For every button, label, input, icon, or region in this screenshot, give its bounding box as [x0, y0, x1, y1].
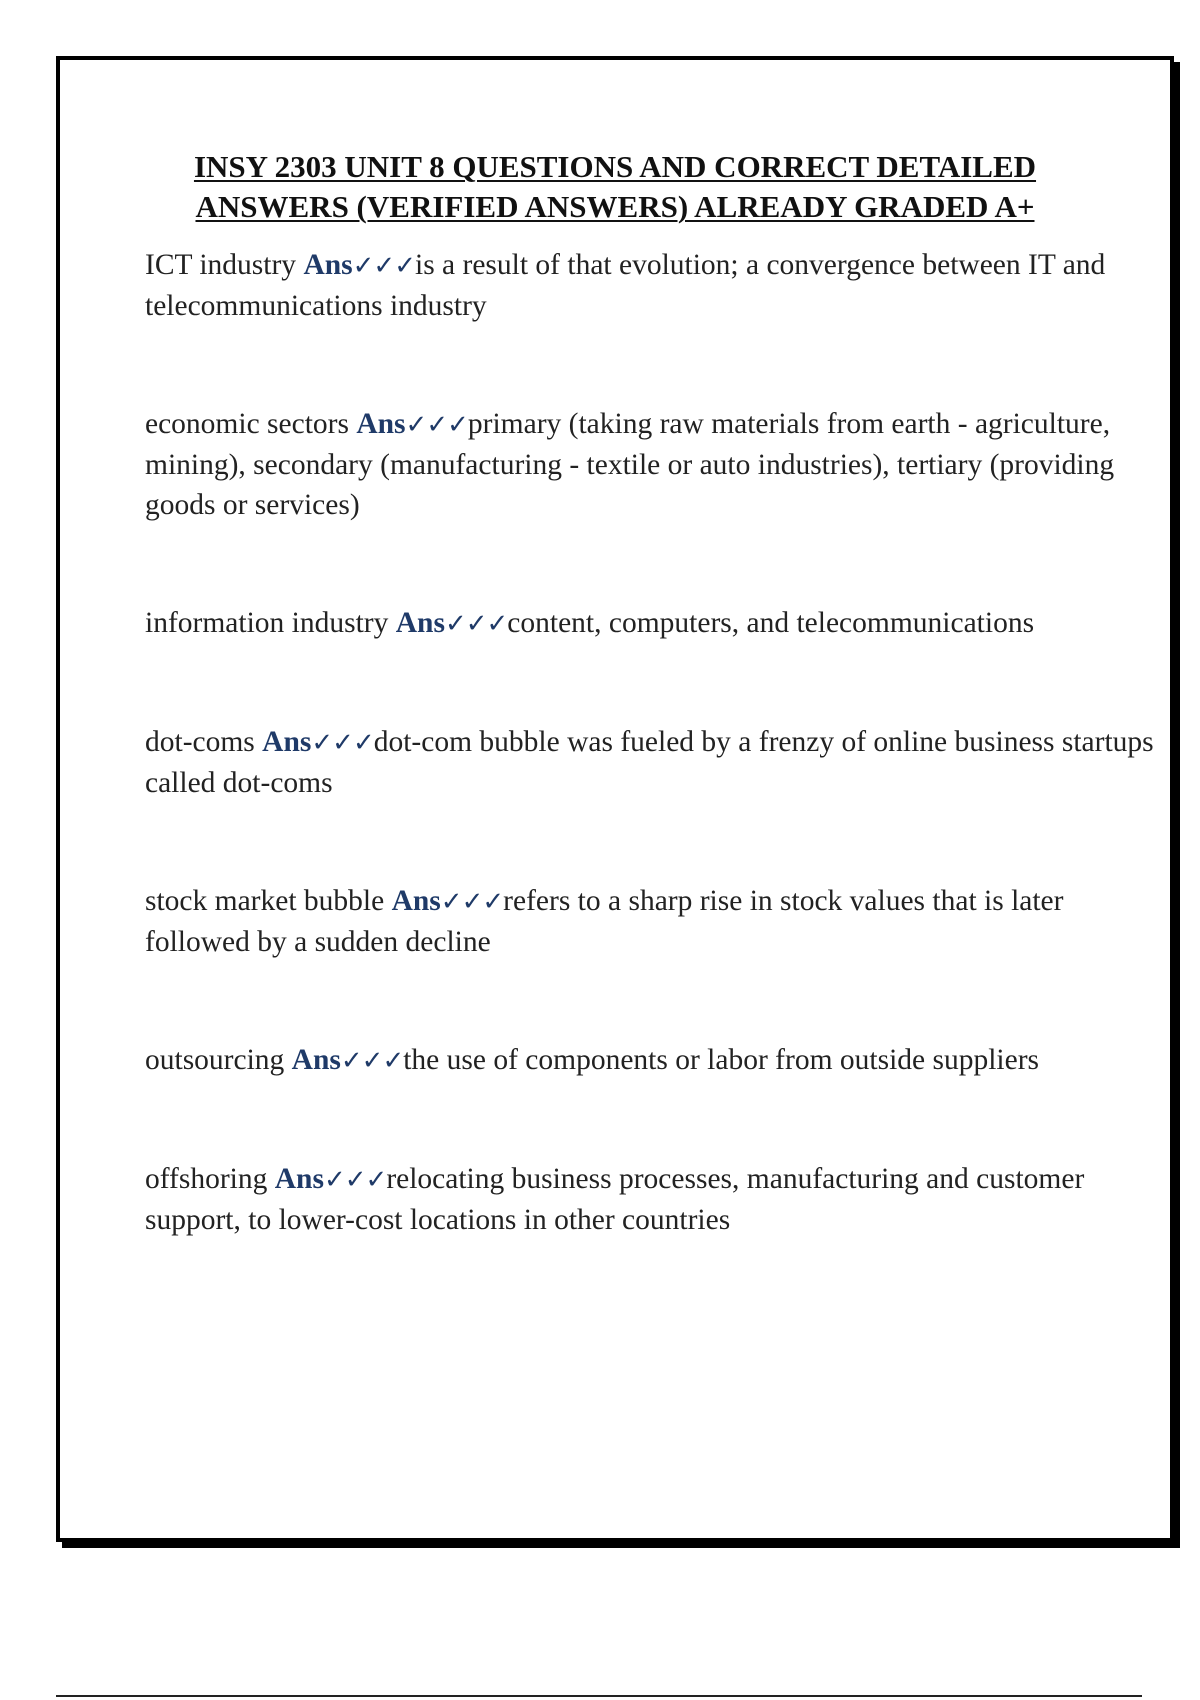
qa-entry	[145, 245, 1155, 326]
answer-marker: Ans	[395, 607, 445, 639]
answer-marker: Ans	[291, 1044, 341, 1076]
entry-answer: primary (taking raw materials from earth - agriculture, mining), secondary (manufacturing - textile or auto industries), tertiary (providing goods or services)	[145, 408, 1115, 521]
entry-answer: dot-com bubble was fueled by a frenzy of online business startups called dot-coms	[145, 726, 1154, 799]
check-marks-icon: ✓✓✓	[444, 609, 508, 639]
answer-marker: Ans	[303, 249, 353, 281]
qa-entry	[145, 722, 1155, 803]
entry-answer: content, computers, and telecommunications	[507, 607, 1035, 639]
title-line-2: ANSWERS (VERIFIED ANSWERS) ALREADY GRADED A+	[195, 189, 1035, 224]
entry-term: offshoring	[145, 1163, 268, 1195]
entry-term: dot-coms	[145, 726, 255, 758]
entry-term: economic sectors	[145, 408, 349, 440]
check-marks-icon: ✓✓✓	[323, 1165, 387, 1195]
entry-term: information industry	[145, 607, 389, 639]
answer-marker: Ans	[391, 885, 441, 917]
check-marks-icon: ✓✓✓	[311, 728, 374, 758]
qa-entry	[145, 1159, 1155, 1240]
title-line-1: INSY 2303 UNIT 8 QUESTIONS AND CORRECT DETAILED	[193, 149, 1037, 184]
check-marks-icon: ✓✓✓	[440, 887, 504, 917]
footer-divider	[56, 1695, 1142, 1697]
qa-list	[145, 245, 1155, 1240]
qa-entry	[145, 1040, 1155, 1081]
answer-marker: Ans	[274, 1163, 324, 1195]
entry-answer: the use of components or labor from outside suppliers	[403, 1044, 1039, 1076]
document-title	[60, 147, 1170, 227]
entry-answer: refers to a sharp rise in stock values that is later followed by a sudden decline	[145, 885, 1064, 958]
entry-answer: relocating business processes, manufacturing and customer support, to lower-cost locations in other countries	[145, 1163, 1085, 1236]
qa-entry	[145, 603, 1155, 644]
answer-marker: Ans	[356, 408, 406, 440]
entry-term: outsourcing	[145, 1044, 285, 1076]
qa-entry	[145, 881, 1155, 962]
check-marks-icon: ✓✓✓	[405, 410, 468, 440]
entry-answer: is a result of that evolution; a convergence between IT and telecommunications industry	[145, 249, 1106, 322]
qa-entry	[145, 404, 1155, 525]
answer-marker: Ans	[262, 726, 312, 758]
entry-term: stock market bubble	[145, 885, 385, 917]
check-marks-icon: ✓✓✓	[352, 251, 415, 281]
check-marks-icon: ✓✓✓	[340, 1046, 404, 1076]
document-frame	[56, 56, 1174, 1542]
entry-term: ICT industry	[145, 249, 297, 281]
